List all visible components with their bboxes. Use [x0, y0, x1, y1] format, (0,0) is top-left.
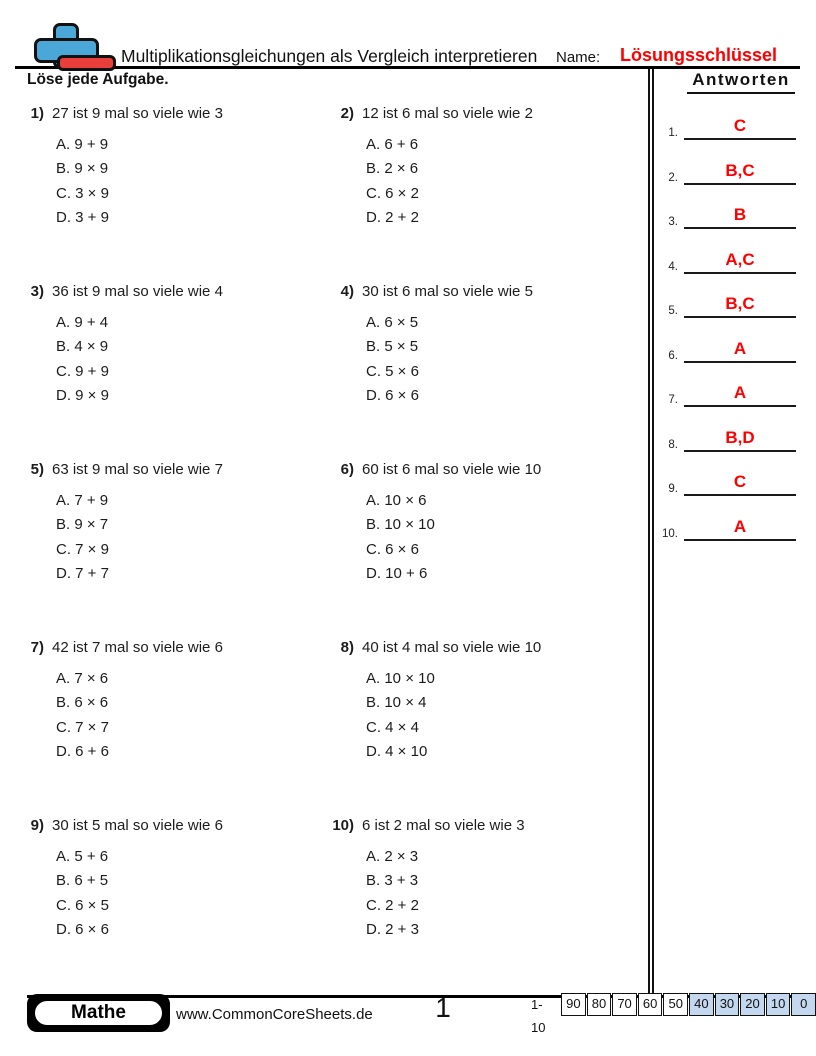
answer-blank-line [684, 227, 796, 229]
answer-number: 9. [668, 483, 678, 495]
answer-number: 7. [668, 394, 678, 406]
problem-question: 6 ist 2 mal so viele wie 3 [362, 817, 525, 834]
answer-value: A [733, 338, 747, 358]
problem [328, 814, 628, 942]
answer-item [650, 246, 800, 274]
problem-option: B. 6 + 5 [56, 872, 109, 890]
problem-option: A. 9 + 4 [56, 314, 109, 331]
answer-blank-line [684, 405, 796, 407]
problem-question: 36 ist 9 mal so viele wie 4 [52, 283, 223, 300]
problem-option: B. 9 × 9 [56, 160, 109, 178]
problem-option: B. 3 + 3 [366, 872, 419, 890]
answer-blank-line [684, 539, 796, 541]
problem-question: 40 ist 4 mal so viele wie 10 [362, 639, 542, 656]
score-cell: 30 [715, 993, 740, 1016]
problem-option: A. 7 + 9 [56, 492, 109, 509]
problem-number: 4) [340, 283, 354, 300]
problem-option: A. 10 × 10 [366, 670, 435, 687]
problem [18, 280, 318, 408]
problem-option: C. 9 + 9 [56, 362, 109, 380]
problem-number: 8) [340, 639, 354, 656]
answer-item [650, 290, 800, 318]
answer-value: B,C [725, 160, 755, 180]
answer-key-label: Lösungsschlüssel [620, 45, 778, 65]
problem-option: D. 6 × 6 [56, 920, 109, 938]
problem-option: B. 9 × 7 [56, 516, 109, 534]
problem-option: B. 10 × 4 [366, 694, 427, 712]
problem [328, 458, 628, 586]
problem-question: 63 ist 9 mal so viele wie 7 [52, 461, 223, 478]
problem-option: D. 2 + 2 [366, 208, 419, 226]
problem-option: C. 6 × 2 [366, 184, 419, 202]
answer-blank-line [684, 138, 796, 140]
problem-question: 60 ist 6 mal so viele wie 10 [362, 461, 542, 478]
score-cell: 50 [663, 993, 688, 1016]
problem-option: D. 10 + 6 [366, 564, 428, 582]
problem [18, 636, 318, 764]
problem-question: 27 ist 9 mal so viele wie 3 [52, 105, 223, 122]
problem-option: D. 7 + 7 [56, 564, 109, 582]
score-range-label: 1-10 [531, 997, 546, 1035]
answer-item [650, 157, 800, 185]
score-cell: 20 [740, 993, 765, 1016]
problem [328, 280, 628, 408]
answer-item [650, 379, 800, 407]
problem-number: 10) [332, 817, 354, 834]
problem-option: C. 2 + 2 [366, 896, 419, 914]
answer-blank-line [684, 361, 796, 363]
subject-badge [27, 994, 170, 1032]
answer-item [650, 335, 800, 363]
answers-heading [666, 70, 816, 94]
problem [18, 102, 318, 230]
score-cell: 0 [791, 993, 816, 1016]
problem-option: A. 5 + 6 [56, 848, 109, 865]
problem-option: D. 9 × 9 [56, 386, 109, 404]
answer-blank-line [684, 316, 796, 318]
problem-number: 5) [30, 461, 44, 478]
problem-option: A. 10 × 6 [366, 492, 427, 509]
problem-question: 12 ist 6 mal so viele wie 2 [362, 105, 533, 122]
answer-value: A,C [725, 249, 755, 269]
problem-option: C. 4 × 4 [366, 718, 419, 736]
answer-number: 2. [668, 171, 678, 184]
problem [328, 102, 628, 230]
answer-item [650, 424, 800, 452]
answer-item [650, 112, 800, 140]
answer-number: 8. [668, 438, 678, 451]
page-number: 1 [435, 992, 451, 1023]
score-cells [561, 993, 816, 1016]
problem-option: D. 6 + 6 [56, 742, 109, 760]
answer-item [650, 468, 800, 496]
problem-option: C. 7 × 9 [56, 540, 109, 558]
problem-question: 30 ist 6 mal so viele wie 5 [362, 283, 533, 300]
problem-option: B. 10 × 10 [366, 516, 435, 534]
answer-number: 3. [668, 216, 678, 228]
answer-number: 1. [668, 127, 678, 139]
answers-heading-label: Antworten [687, 70, 795, 94]
problem-option: B. 5 × 5 [366, 338, 419, 356]
score-cell: 80 [587, 993, 612, 1016]
website-url: www.CommonCoreSheets.de [176, 1006, 373, 1023]
score-cell: 90 [561, 993, 586, 1016]
answer-value: C [733, 472, 747, 491]
problem-option: C. 5 × 6 [366, 362, 419, 380]
answer-value: A [733, 516, 747, 536]
problem-option: A. 6 × 5 [366, 314, 419, 331]
score-cell: 60 [638, 993, 663, 1016]
answer-value: B,C [725, 294, 755, 313]
answer-blank-line [684, 272, 796, 274]
problem-option: C. 3 × 9 [56, 184, 109, 202]
answer-item [650, 513, 800, 541]
score-cell: 70 [612, 993, 637, 1016]
problem-option: D. 2 + 3 [366, 920, 419, 938]
answer-value: C [733, 116, 747, 135]
problem-option: D. 3 + 9 [56, 208, 109, 226]
problem-option: C. 7 × 7 [56, 718, 109, 736]
problem-number: 9) [30, 817, 44, 834]
problem-number: 6) [340, 461, 354, 478]
answer-value: A [733, 383, 747, 402]
problem-option: C. 6 × 5 [56, 896, 109, 914]
problem-option: D. 4 × 10 [366, 742, 428, 760]
problem-question: 42 ist 7 mal so viele wie 6 [52, 639, 223, 656]
subject-label: Mathe [33, 999, 164, 1027]
problem-option: D. 6 × 6 [366, 386, 419, 404]
answer-number: 6. [668, 349, 678, 362]
answer-blank-line [684, 494, 796, 496]
header-divider [15, 66, 800, 69]
score-cell: 40 [689, 993, 714, 1016]
problem-option: A. 7 × 6 [56, 670, 109, 687]
problem-number: 1) [30, 105, 44, 122]
problem-number: 7) [30, 639, 44, 656]
score-cell: 10 [766, 993, 791, 1016]
problem [18, 814, 318, 942]
problem [18, 458, 318, 586]
instruction-text: Löse jede Aufgabe. [27, 71, 169, 88]
answer-number: 4. [668, 260, 678, 273]
name-label: Name: [556, 49, 601, 66]
problem-option: A. 9 + 9 [56, 136, 109, 153]
answer-blank-line [684, 450, 796, 452]
problem-option: A. 2 × 3 [366, 848, 419, 865]
answer-number: 10. [662, 527, 678, 540]
problem-option: B. 2 × 6 [366, 160, 419, 178]
answer-item [650, 201, 800, 229]
problem-option: A. 6 + 6 [366, 136, 419, 153]
answer-value: B [733, 205, 747, 224]
problem-option: B. 4 × 9 [56, 338, 109, 356]
problem-number: 3) [30, 283, 44, 300]
problem [328, 636, 628, 764]
answer-value: B,D [725, 427, 755, 447]
problem-option: B. 6 × 6 [56, 694, 109, 712]
answer-blank-line [684, 183, 796, 185]
problem-number: 2) [340, 105, 354, 122]
worksheet-title: Multiplikationsgleichungen als Vergleich interpretieren [121, 46, 538, 66]
answer-number: 5. [668, 305, 678, 317]
problem-option: C. 6 × 6 [366, 540, 419, 558]
problem-question: 30 ist 5 mal so viele wie 6 [52, 817, 223, 834]
score-table [531, 993, 816, 1039]
